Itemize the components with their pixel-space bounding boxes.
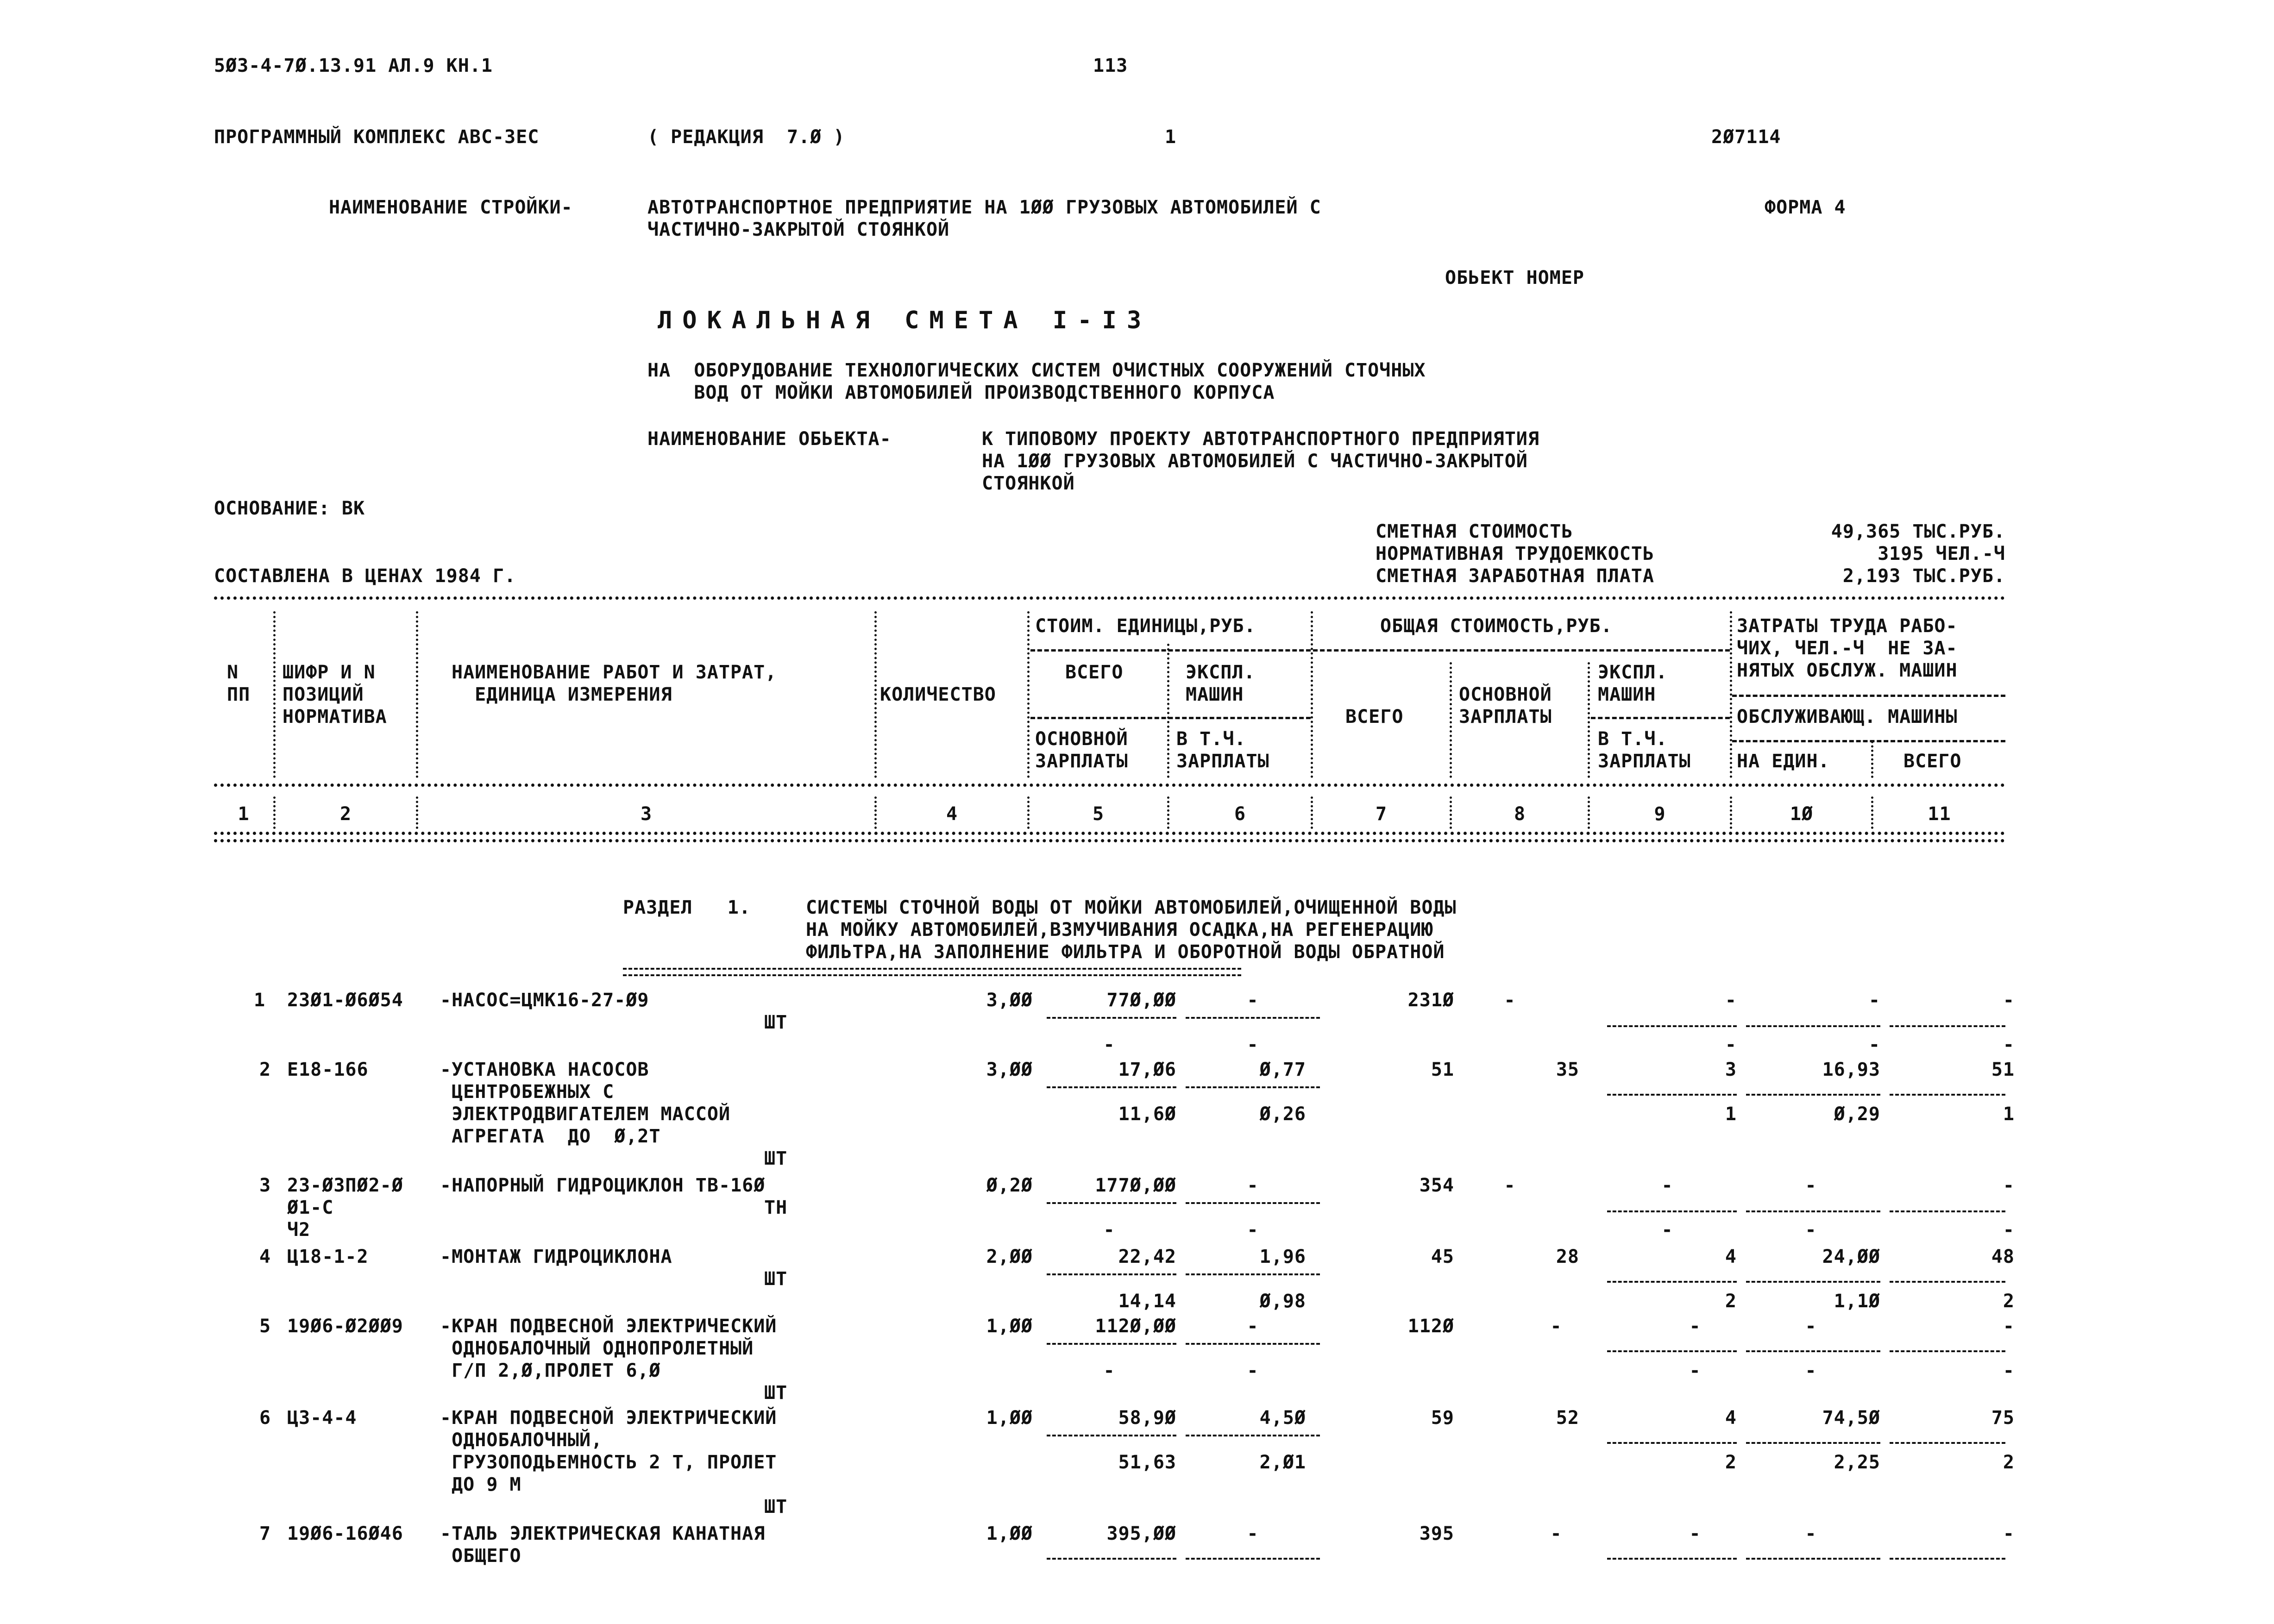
row-total: 395 bbox=[1419, 1523, 1454, 1544]
row-total: 354 bbox=[1419, 1175, 1454, 1196]
estimate-title: ЛОКАЛЬНАЯ СМЕТА I-I3 bbox=[658, 307, 1152, 334]
row-unit-wage: 51,63 bbox=[1118, 1452, 1176, 1473]
col-number: 7 bbox=[1375, 803, 1388, 825]
header-bottom-rule bbox=[214, 839, 2005, 842]
cell-rule bbox=[1607, 1025, 1737, 1027]
header-num: N ПП bbox=[227, 662, 251, 705]
row-expl-wage: - bbox=[1689, 1360, 1701, 1381]
section-label: РАЗДЕЛ 1. bbox=[623, 897, 751, 918]
col-divider bbox=[1167, 796, 1169, 829]
cell-rule bbox=[1047, 1558, 1176, 1560]
header-total: ВСЕГО bbox=[1903, 751, 1962, 772]
cell-rule bbox=[1047, 1086, 1176, 1088]
col-divider bbox=[1027, 611, 1030, 778]
row-unit: ШТ bbox=[764, 1496, 788, 1517]
row-labor-total: - bbox=[2003, 990, 2015, 1011]
row-labor-total: 51 bbox=[1991, 1059, 2015, 1080]
row-unit-expl-wage: 2,Ø1 bbox=[1259, 1452, 1306, 1473]
cell-rule bbox=[1890, 1210, 2005, 1212]
row-total: 51 bbox=[1431, 1059, 1454, 1080]
sheet-number: 1 bbox=[1165, 126, 1177, 148]
cell-rule bbox=[1746, 1025, 1880, 1027]
col-divider bbox=[874, 611, 877, 778]
row-unit-wage: - bbox=[1103, 1360, 1115, 1381]
row-name: -НАСОС=ЦМК16-27-Ø9 bbox=[440, 990, 649, 1011]
row-unit-total: 17,Ø6 bbox=[1118, 1059, 1176, 1080]
cell-rule bbox=[1746, 1558, 1880, 1560]
header-code: ШИФР И N ПОЗИЦИЙ НОРМАТИВА bbox=[283, 662, 387, 727]
col-number: 5 bbox=[1092, 803, 1105, 825]
row-qty: Ø,2Ø bbox=[986, 1175, 1033, 1196]
cell-rule bbox=[1186, 1343, 1320, 1345]
row-wage: 28 bbox=[1556, 1246, 1579, 1267]
row-expl: 4 bbox=[1725, 1407, 1737, 1429]
col-number: 3 bbox=[640, 803, 653, 825]
cell-rule bbox=[1047, 1017, 1176, 1019]
row-serv-unit: Ø,29 bbox=[1834, 1104, 1880, 1125]
basis: ОСНОВАНИЕ: ВК bbox=[214, 498, 365, 519]
col-divider bbox=[273, 611, 276, 778]
header-vsego2: ВСЕГО bbox=[1345, 706, 1404, 727]
header-labor: ЗАТРАТЫ ТРУДА РАБО- ЧИХ, ЧЕЛ.-Ч НЕ ЗА- НЯТЫХ ОБСЛУЖ. МАШИН bbox=[1737, 615, 1958, 681]
row-unit-total: 395,ØØ bbox=[1106, 1523, 1176, 1544]
cell-rule bbox=[1186, 1435, 1320, 1436]
row-unit-expl: - bbox=[1247, 1175, 1259, 1196]
col-divider bbox=[1027, 796, 1030, 829]
row-labor-unit: - bbox=[1805, 1523, 1817, 1544]
row-unit-wage: 11,6Ø bbox=[1118, 1104, 1176, 1125]
row-unit-total: 58,9Ø bbox=[1118, 1407, 1176, 1429]
header-bottom-rule bbox=[214, 832, 2005, 835]
total-label-labor: НОРМАТИВНАЯ ТРУДОЕМКОСТЬ bbox=[1376, 543, 1654, 564]
row-labor-total: - bbox=[2003, 1175, 2015, 1196]
row-labor-unit: - bbox=[1805, 1316, 1817, 1337]
header-expl2: ЭКСПЛ. МАШИН bbox=[1598, 662, 1668, 705]
row-wage: - bbox=[1504, 1175, 1516, 1196]
col-divider bbox=[416, 796, 418, 829]
row-number: 6 bbox=[259, 1407, 271, 1429]
row-wage: - bbox=[1550, 1316, 1562, 1337]
header-serving: ОБСЛУЖИВАЮЩ. МАШИНЫ bbox=[1737, 706, 1958, 727]
row-unit: ШТ bbox=[764, 1148, 788, 1169]
row-number: 2 bbox=[259, 1059, 271, 1080]
header-rule bbox=[1313, 649, 1730, 652]
row-qty: 1,ØØ bbox=[986, 1316, 1033, 1337]
row-expl: - bbox=[1689, 1316, 1701, 1337]
col-number: 9 bbox=[1654, 803, 1666, 825]
header-per-unit: НА ЕДИН. bbox=[1737, 751, 1830, 772]
header-name: НАИМЕНОВАНИЕ РАБОТ И ЗАТРАТ, ЕДИНИЦА ИЗМЕРЕНИЯ bbox=[452, 662, 777, 705]
row-qty: 1,ØØ bbox=[986, 1523, 1033, 1544]
row-unit-expl-wage: - bbox=[1247, 1034, 1259, 1055]
header-rule bbox=[1591, 717, 1730, 719]
row-unit-wage: - bbox=[1103, 1219, 1115, 1241]
header-expl: ЭКСПЛ. МАШИН bbox=[1186, 662, 1256, 705]
row-expl: - bbox=[1689, 1523, 1701, 1544]
row-total: 231Ø bbox=[1407, 990, 1454, 1011]
row-labor-total: - bbox=[2003, 1316, 2015, 1337]
row-code: 19Ø6-Ø2ØØ9 bbox=[287, 1316, 403, 1337]
row-unit-expl: - bbox=[1247, 1316, 1259, 1337]
cell-rule bbox=[1047, 1202, 1176, 1204]
cell-rule bbox=[1746, 1281, 1880, 1283]
section-underline bbox=[623, 968, 1241, 976]
estimate-subject: НА ОБОРУДОВАНИЕ ТЕХНОЛОГИЧЕСКИХ СИСТЕМ ОЧИСТНЫХ СООРУЖЕНИЙ СТОЧНЫХ ВОД ОТ МОЙКИ АВТОМОБИЛЕЙ ПРОИЗВОДСТВЕННОГО КОРПУСА bbox=[647, 360, 1426, 403]
cell-rule bbox=[1746, 1094, 1880, 1096]
row-labor-total: 48 bbox=[1991, 1246, 2015, 1267]
row-unit-wage: - bbox=[1103, 1034, 1115, 1055]
header-vtch: В Т.Ч. ЗАРПЛАТЫ bbox=[1176, 728, 1269, 772]
total-value-cost: 49,365 ТЫС.РУБ. bbox=[1831, 521, 2005, 542]
row-expl-wage: 1 bbox=[1725, 1104, 1737, 1125]
header-qty: КОЛИЧЕСТВО bbox=[880, 684, 996, 705]
col-divider bbox=[1730, 796, 1732, 829]
prices-note: СОСТАВЛЕНА В ЦЕНАХ 1984 Г. bbox=[214, 565, 516, 587]
cell-rule bbox=[1186, 1202, 1320, 1204]
object-label: НАИМЕНОВАНИЕ ОБЬЕКТА- bbox=[647, 428, 892, 450]
col-divider bbox=[1167, 644, 1169, 778]
cell-rule bbox=[1186, 1273, 1320, 1275]
row-total: 112Ø bbox=[1407, 1316, 1454, 1337]
col-number: 8 bbox=[1514, 803, 1526, 825]
row-unit-expl-wage: - bbox=[1247, 1360, 1259, 1381]
row-unit-expl: 4,5Ø bbox=[1259, 1407, 1306, 1429]
col-divider bbox=[416, 611, 418, 778]
row-number: 1 bbox=[254, 990, 266, 1011]
document-code: 5Ø3-4-7Ø.13.91 АЛ.9 КН.1 bbox=[214, 55, 493, 76]
row-serv-total: - bbox=[2003, 1219, 2015, 1241]
edition: ( РЕДАКЦИЯ 7.Ø ) bbox=[647, 126, 845, 148]
row-serv-total: 2 bbox=[2003, 1291, 2015, 1312]
col-number: 4 bbox=[946, 803, 958, 825]
form-label: ФОРМА 4 bbox=[1765, 197, 1846, 218]
total-label-wage: СМЕТНАЯ ЗАРАБОТНАЯ ПЛАТА bbox=[1376, 565, 1654, 587]
row-labor-unit: 74,5Ø bbox=[1822, 1407, 1880, 1429]
cell-rule bbox=[1186, 1017, 1320, 1019]
header-vsego: ВСЕГО bbox=[1065, 662, 1124, 683]
row-wage: - bbox=[1504, 990, 1516, 1011]
total-value-wage: 2,193 ТЫС.РУБ. bbox=[1842, 565, 2005, 587]
section-text: СИСТЕМЫ СТОЧНОЙ ВОДЫ ОТ МОЙКИ АВТОМОБИЛЕЙ,ОЧИЩЕННОЙ ВОДЫ НА МОЙКУ АВТОМОБИЛЕЙ,ВЗМУЧИВАНИЯ ОСАДКА,НА РЕГЕНЕРАЦИЮ ФИЛЬТРА,НА ЗАПОЛНЕНИЕ ФИЛЬТРА И ОБОРОТНОЙ ВОДЫ ОБРАТНОЙ bbox=[806, 897, 1457, 963]
object-name: К ТИПОВОМУ ПРОЕКТУ АВТОТРАНСПОРТНОГО ПРЕДПРИЯТИЯ НА 1ØØ ГРУЗОВЫХ АВТОМОБИЛЕЙ С ЧАСТИЧНО-ЗАКРЫТОЙ СТОЯНКОЙ bbox=[982, 428, 1539, 494]
row-serv-unit: - bbox=[1805, 1360, 1817, 1381]
row-labor-unit: - bbox=[1868, 990, 1880, 1011]
row-expl-wage: 2 bbox=[1725, 1452, 1737, 1473]
row-wage: 52 bbox=[1556, 1407, 1579, 1429]
row-expl: 4 bbox=[1725, 1246, 1737, 1267]
row-expl: - bbox=[1725, 990, 1737, 1011]
header-osnovnoy: ОСНОВНОЙ ЗАРПЛАТЫ bbox=[1035, 728, 1128, 772]
cell-rule bbox=[1890, 1281, 2005, 1283]
cell-rule bbox=[1186, 1086, 1320, 1088]
cell-rule bbox=[1186, 1558, 1320, 1560]
cell-rule bbox=[1890, 1094, 2005, 1096]
cell-rule bbox=[1607, 1442, 1737, 1444]
row-unit: ТН bbox=[764, 1197, 788, 1218]
col-number: 11 bbox=[1928, 803, 1951, 825]
cell-rule bbox=[1890, 1442, 2005, 1444]
row-unit-expl-wage: Ø,26 bbox=[1259, 1104, 1306, 1125]
row-unit-total: 22,42 bbox=[1118, 1246, 1176, 1267]
row-unit-total: 112Ø,ØØ bbox=[1095, 1316, 1176, 1337]
code-id: 2Ø7114 bbox=[1711, 126, 1781, 148]
row-unit-expl: 1,96 bbox=[1259, 1246, 1306, 1267]
row-labor-total: - bbox=[2003, 1523, 2015, 1544]
row-expl: 3 bbox=[1725, 1059, 1737, 1080]
row-serv-total: 2 bbox=[2003, 1452, 2015, 1473]
col-divider bbox=[1871, 741, 1873, 778]
col-divider bbox=[1588, 662, 1590, 778]
row-expl: - bbox=[1661, 1175, 1673, 1196]
row-total: 59 bbox=[1431, 1407, 1454, 1429]
cell-rule bbox=[1607, 1350, 1737, 1352]
col-number: 1 bbox=[238, 803, 250, 825]
page-number: 113 bbox=[1093, 55, 1128, 76]
row-code: Е18-166 bbox=[287, 1059, 369, 1080]
row-unit-total: 177Ø,ØØ bbox=[1095, 1175, 1176, 1196]
row-serv-total: - bbox=[2003, 1034, 2015, 1055]
cell-rule bbox=[1047, 1273, 1176, 1275]
cell-rule bbox=[1746, 1210, 1880, 1212]
header-top-rule bbox=[214, 596, 2005, 600]
total-value-labor: 3195 ЧЕЛ.-Ч bbox=[1878, 543, 2005, 564]
col-divider bbox=[1588, 796, 1590, 829]
row-labor-unit: - bbox=[1805, 1175, 1817, 1196]
row-expl-wage: - bbox=[1661, 1219, 1673, 1241]
row-name: -ТАЛЬ ЭЛЕКТРИЧЕСКАЯ КАНАТНАЯ ОБЩЕГО bbox=[440, 1523, 766, 1567]
cell-rule bbox=[1047, 1435, 1176, 1436]
row-unit-expl: Ø,77 bbox=[1259, 1059, 1306, 1080]
col-divider bbox=[1450, 662, 1452, 778]
cell-rule bbox=[1607, 1281, 1737, 1283]
row-qty: 3,ØØ bbox=[986, 990, 1033, 1011]
row-total: 45 bbox=[1431, 1246, 1454, 1267]
row-expl-wage: - bbox=[1725, 1034, 1737, 1055]
row-unit-expl: - bbox=[1247, 990, 1259, 1011]
row-name: -НАПОРНЫЙ ГИДРОЦИКЛОН ТВ-16Ø bbox=[440, 1175, 766, 1196]
row-serv-total: - bbox=[2003, 1360, 2015, 1381]
row-unit: ШТ bbox=[764, 1268, 788, 1290]
cell-rule bbox=[1746, 1442, 1880, 1444]
header-unit-cost: СТОИМ. ЕДИНИЦЫ,РУБ. bbox=[1035, 615, 1256, 637]
row-number: 7 bbox=[259, 1523, 271, 1544]
row-code: Ц18-1-2 bbox=[287, 1246, 369, 1267]
row-name: -КРАН ПОДВЕСНОЙ ЭЛЕКТРИЧЕСКИЙ ОДНОБАЛОЧНЫЙ ОДНОПРОЛЕТНЫЙ Г/П 2,Ø,ПРОЛЕТ 6,Ø bbox=[440, 1316, 777, 1381]
row-serv-unit: - bbox=[1868, 1034, 1880, 1055]
row-unit-expl: - bbox=[1247, 1523, 1259, 1544]
cell-rule bbox=[1890, 1350, 2005, 1352]
col-divider bbox=[1311, 796, 1313, 829]
row-unit-wage: 14,14 bbox=[1118, 1291, 1176, 1312]
cell-rule bbox=[1047, 1343, 1176, 1345]
header-mid-rule bbox=[214, 784, 2005, 787]
cell-rule bbox=[1890, 1558, 2005, 1560]
construction-label: НАИМЕНОВАНИЕ СТРОЙКИ- bbox=[329, 197, 573, 218]
row-name: -МОНТАЖ ГИДРОЦИКЛОНА bbox=[440, 1246, 672, 1267]
header-rule bbox=[1732, 695, 2005, 697]
row-serv-unit: - bbox=[1805, 1219, 1817, 1241]
col-divider bbox=[273, 796, 276, 829]
row-number: 4 bbox=[259, 1246, 271, 1267]
row-labor-unit: 24,ØØ bbox=[1822, 1246, 1880, 1267]
row-unit-expl-wage: - bbox=[1247, 1219, 1259, 1241]
cell-rule bbox=[1607, 1094, 1737, 1096]
object-number: ОБЬЕКТ НОМЕР bbox=[1445, 267, 1584, 288]
col-number: 6 bbox=[1234, 803, 1246, 825]
col-divider bbox=[874, 796, 877, 829]
col-divider bbox=[1311, 611, 1313, 778]
header-vtch2: В Т.Ч. ЗАРПЛАТЫ bbox=[1598, 728, 1691, 772]
construction-name: АВТОТРАНСПОРТНОЕ ПРЕДПРИЯТИЕ НА 1ØØ ГРУЗОВЫХ АВТОМОБИЛЕЙ С ЧАСТИЧНО-ЗАКРЫТОЙ СТОЯНКОЙ bbox=[647, 197, 1321, 240]
row-qty: 2,ØØ bbox=[986, 1246, 1033, 1267]
row-serv-unit: 2,25 bbox=[1834, 1452, 1880, 1473]
row-qty: 3,ØØ bbox=[986, 1059, 1033, 1080]
row-name: -УСТАНОВКА НАСОСОВ ЦЕНТРОБЕЖНЫХ С ЭЛЕКТРОДВИГАТЕЛЕМ МАССОЙ АГРЕГАТА ДО Ø,2Т bbox=[440, 1059, 731, 1147]
program-name: ПРОГРАММНЫЙ КОМПЛЕКС АВС-3ЕС bbox=[214, 126, 540, 148]
row-name: -КРАН ПОДВЕСНОЙ ЭЛЕКТРИЧЕСКИЙ ОДНОБАЛОЧНЫЙ, ГРУЗОПОДЬЕМНОСТЬ 2 Т, ПРОЛЕТ ДО 9 М bbox=[440, 1407, 777, 1495]
cell-rule bbox=[1607, 1558, 1737, 1560]
row-unit: ШТ bbox=[764, 1012, 788, 1033]
row-unit-total: 77Ø,ØØ bbox=[1106, 990, 1176, 1011]
row-labor-total: 75 bbox=[1991, 1407, 2015, 1429]
header-osnovnoy2: ОСНОВНОЙ ЗАРПЛАТЫ bbox=[1459, 684, 1552, 727]
col-number: 2 bbox=[339, 803, 352, 825]
row-code: 19Ø6-16Ø46 bbox=[287, 1523, 403, 1544]
row-number: 3 bbox=[259, 1175, 271, 1196]
row-wage: 35 bbox=[1556, 1059, 1579, 1080]
col-divider bbox=[1450, 796, 1452, 829]
row-expl-wage: 2 bbox=[1725, 1291, 1737, 1312]
total-label-cost: СМЕТНАЯ СТОИМОСТЬ bbox=[1376, 521, 1573, 542]
row-unit: ШТ bbox=[764, 1382, 788, 1404]
header-total-cost: ОБЩАЯ СТОИМОСТЬ,РУБ. bbox=[1380, 615, 1613, 637]
row-serv-total: 1 bbox=[2003, 1104, 2015, 1125]
cell-rule bbox=[1890, 1025, 2005, 1027]
cell-rule bbox=[1607, 1210, 1737, 1212]
row-code: 23-Ø3ПØ2-Ø Ø1-С Ч2 bbox=[287, 1175, 403, 1241]
cell-rule bbox=[1746, 1350, 1880, 1352]
row-code: Ц3-4-4 bbox=[287, 1407, 357, 1429]
row-unit-expl-wage: Ø,98 bbox=[1259, 1291, 1306, 1312]
header-rule bbox=[1732, 740, 2005, 742]
col-divider bbox=[1871, 796, 1873, 829]
row-wage: - bbox=[1550, 1523, 1562, 1544]
header-rule bbox=[1030, 649, 1311, 652]
row-labor-unit: 16,93 bbox=[1822, 1059, 1880, 1080]
row-serv-unit: 1,1Ø bbox=[1834, 1291, 1880, 1312]
row-code: 23Ø1-Ø6Ø54 bbox=[287, 990, 403, 1011]
row-qty: 1,ØØ bbox=[986, 1407, 1033, 1429]
col-number: 1Ø bbox=[1790, 803, 1814, 825]
row-number: 5 bbox=[259, 1316, 271, 1337]
header-rule bbox=[1030, 717, 1311, 719]
